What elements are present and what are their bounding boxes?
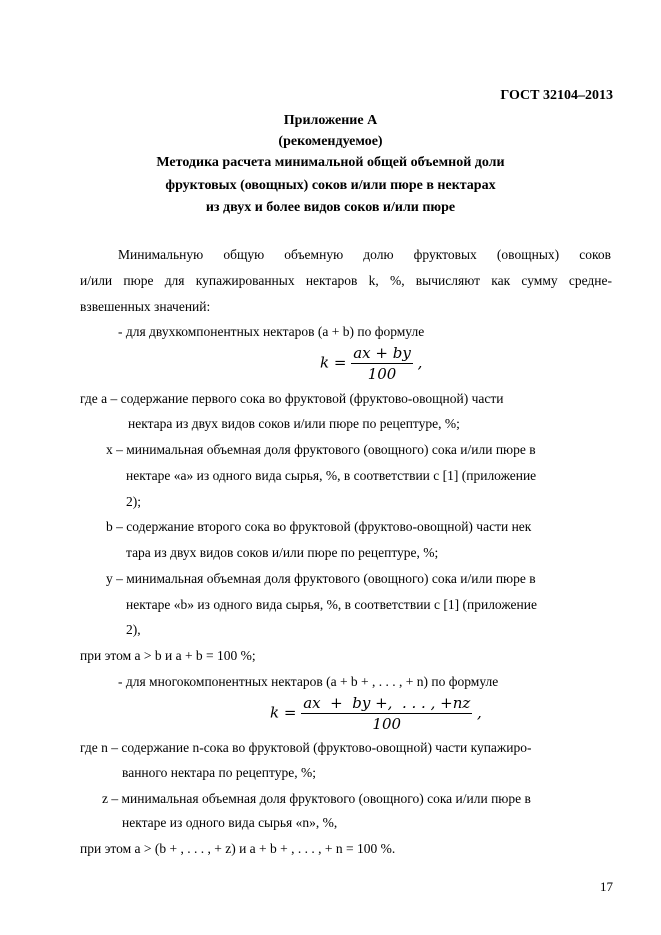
formula-two-component xyxy=(320,343,422,384)
formula-tail: , xyxy=(477,703,482,722)
formula-tail: , xyxy=(417,353,423,372)
formula-lhs: k = xyxy=(270,703,297,722)
intro-line-1: Минимальную общую объемную долю фруктовых (овощных) соков xyxy=(118,247,611,262)
standard-number: ГОСТ 32104–2013 xyxy=(500,88,613,103)
formula-fraction xyxy=(351,343,413,384)
def-x-line-3: 2); xyxy=(126,494,141,509)
def-y-line-1: y – минимальная объемная доля фруктового (овощного) сока и/или пюре в xyxy=(106,571,536,586)
intro-line-2: и/или пюре для купажированных нектаров k, %, вычисляют как сумму средне- xyxy=(80,273,612,288)
annex-status: (рекомендуемое) xyxy=(278,134,383,149)
two-component-lead: - для двухкомпонентных нектаров (a + b) по формуле xyxy=(118,324,425,339)
formula-numerator: ax + by xyxy=(353,344,411,362)
def-b-line-1: b – содержание второго сока во фруктовой (фруктово-овощной) части нек xyxy=(106,519,532,534)
multi-component-condition: при этом a > (b + , . . . , + z) и a + b + , . . . , + n = 100 %. xyxy=(80,841,396,856)
annex-heading-line-3: из двух и более видов соков и/или пюре xyxy=(205,200,456,215)
formula-fraction xyxy=(301,693,472,734)
annex-title: Приложение А xyxy=(283,113,378,128)
annex-heading-line-2: фруктовых (овощных) соков и/или пюре в нектарах xyxy=(165,178,496,193)
multi-component-lead: - для многокомпонентных нектаров (a + b + , . . . , + n) по формуле xyxy=(118,674,499,689)
def-z-line-2: нектаре из одного вида сырья «n», %, xyxy=(122,815,338,830)
def-y-line-3: 2), xyxy=(126,622,141,637)
def-b-line-2: тара из двух видов соков и/или пюре по рецептуре, %; xyxy=(126,545,439,560)
page-number: 17 xyxy=(600,879,613,894)
formula-denominator: 100 xyxy=(372,715,402,733)
def-x-line-1: x – минимальная объемная доля фруктового (овощного) сока и/или пюре в xyxy=(106,442,536,457)
def-n-line-2: ванного нектара по рецептуре, %; xyxy=(122,765,316,780)
def-a-line-2: нектара из двух видов соков и/или пюре по рецептуре, %; xyxy=(128,416,460,431)
annex-heading-line-1: Методика расчета минимальной общей объемной доли xyxy=(156,155,505,170)
def-y-line-2: нектаре «b» из одного вида сырья, %, в соответствии с [1] (приложение xyxy=(126,597,537,612)
formula-numerator: ax + by +, . . . , +nz xyxy=(303,694,471,712)
def-n-line-1: где n – содержание n-сока во фруктовой (фруктово-овощной) части купажиро- xyxy=(80,740,532,755)
def-a-line-1: где a – содержание первого сока во фруктовой (фруктово-овощной) части xyxy=(80,391,504,406)
formula-lhs: k = xyxy=(320,353,347,372)
def-x-line-2: нектаре «a» из одного вида сырья, %, в соответствии с [1] (приложение xyxy=(126,468,537,483)
def-z-line-1: z – минимальная объемная доля фруктового (овощного) сока и/или пюре в xyxy=(102,791,531,806)
two-component-condition: при этом a > b и a + b = 100 %; xyxy=(80,648,256,663)
intro-line-3: взвешенных значений: xyxy=(80,299,211,314)
formula-denominator: 100 xyxy=(367,365,397,383)
formula-multi-component xyxy=(270,693,482,734)
